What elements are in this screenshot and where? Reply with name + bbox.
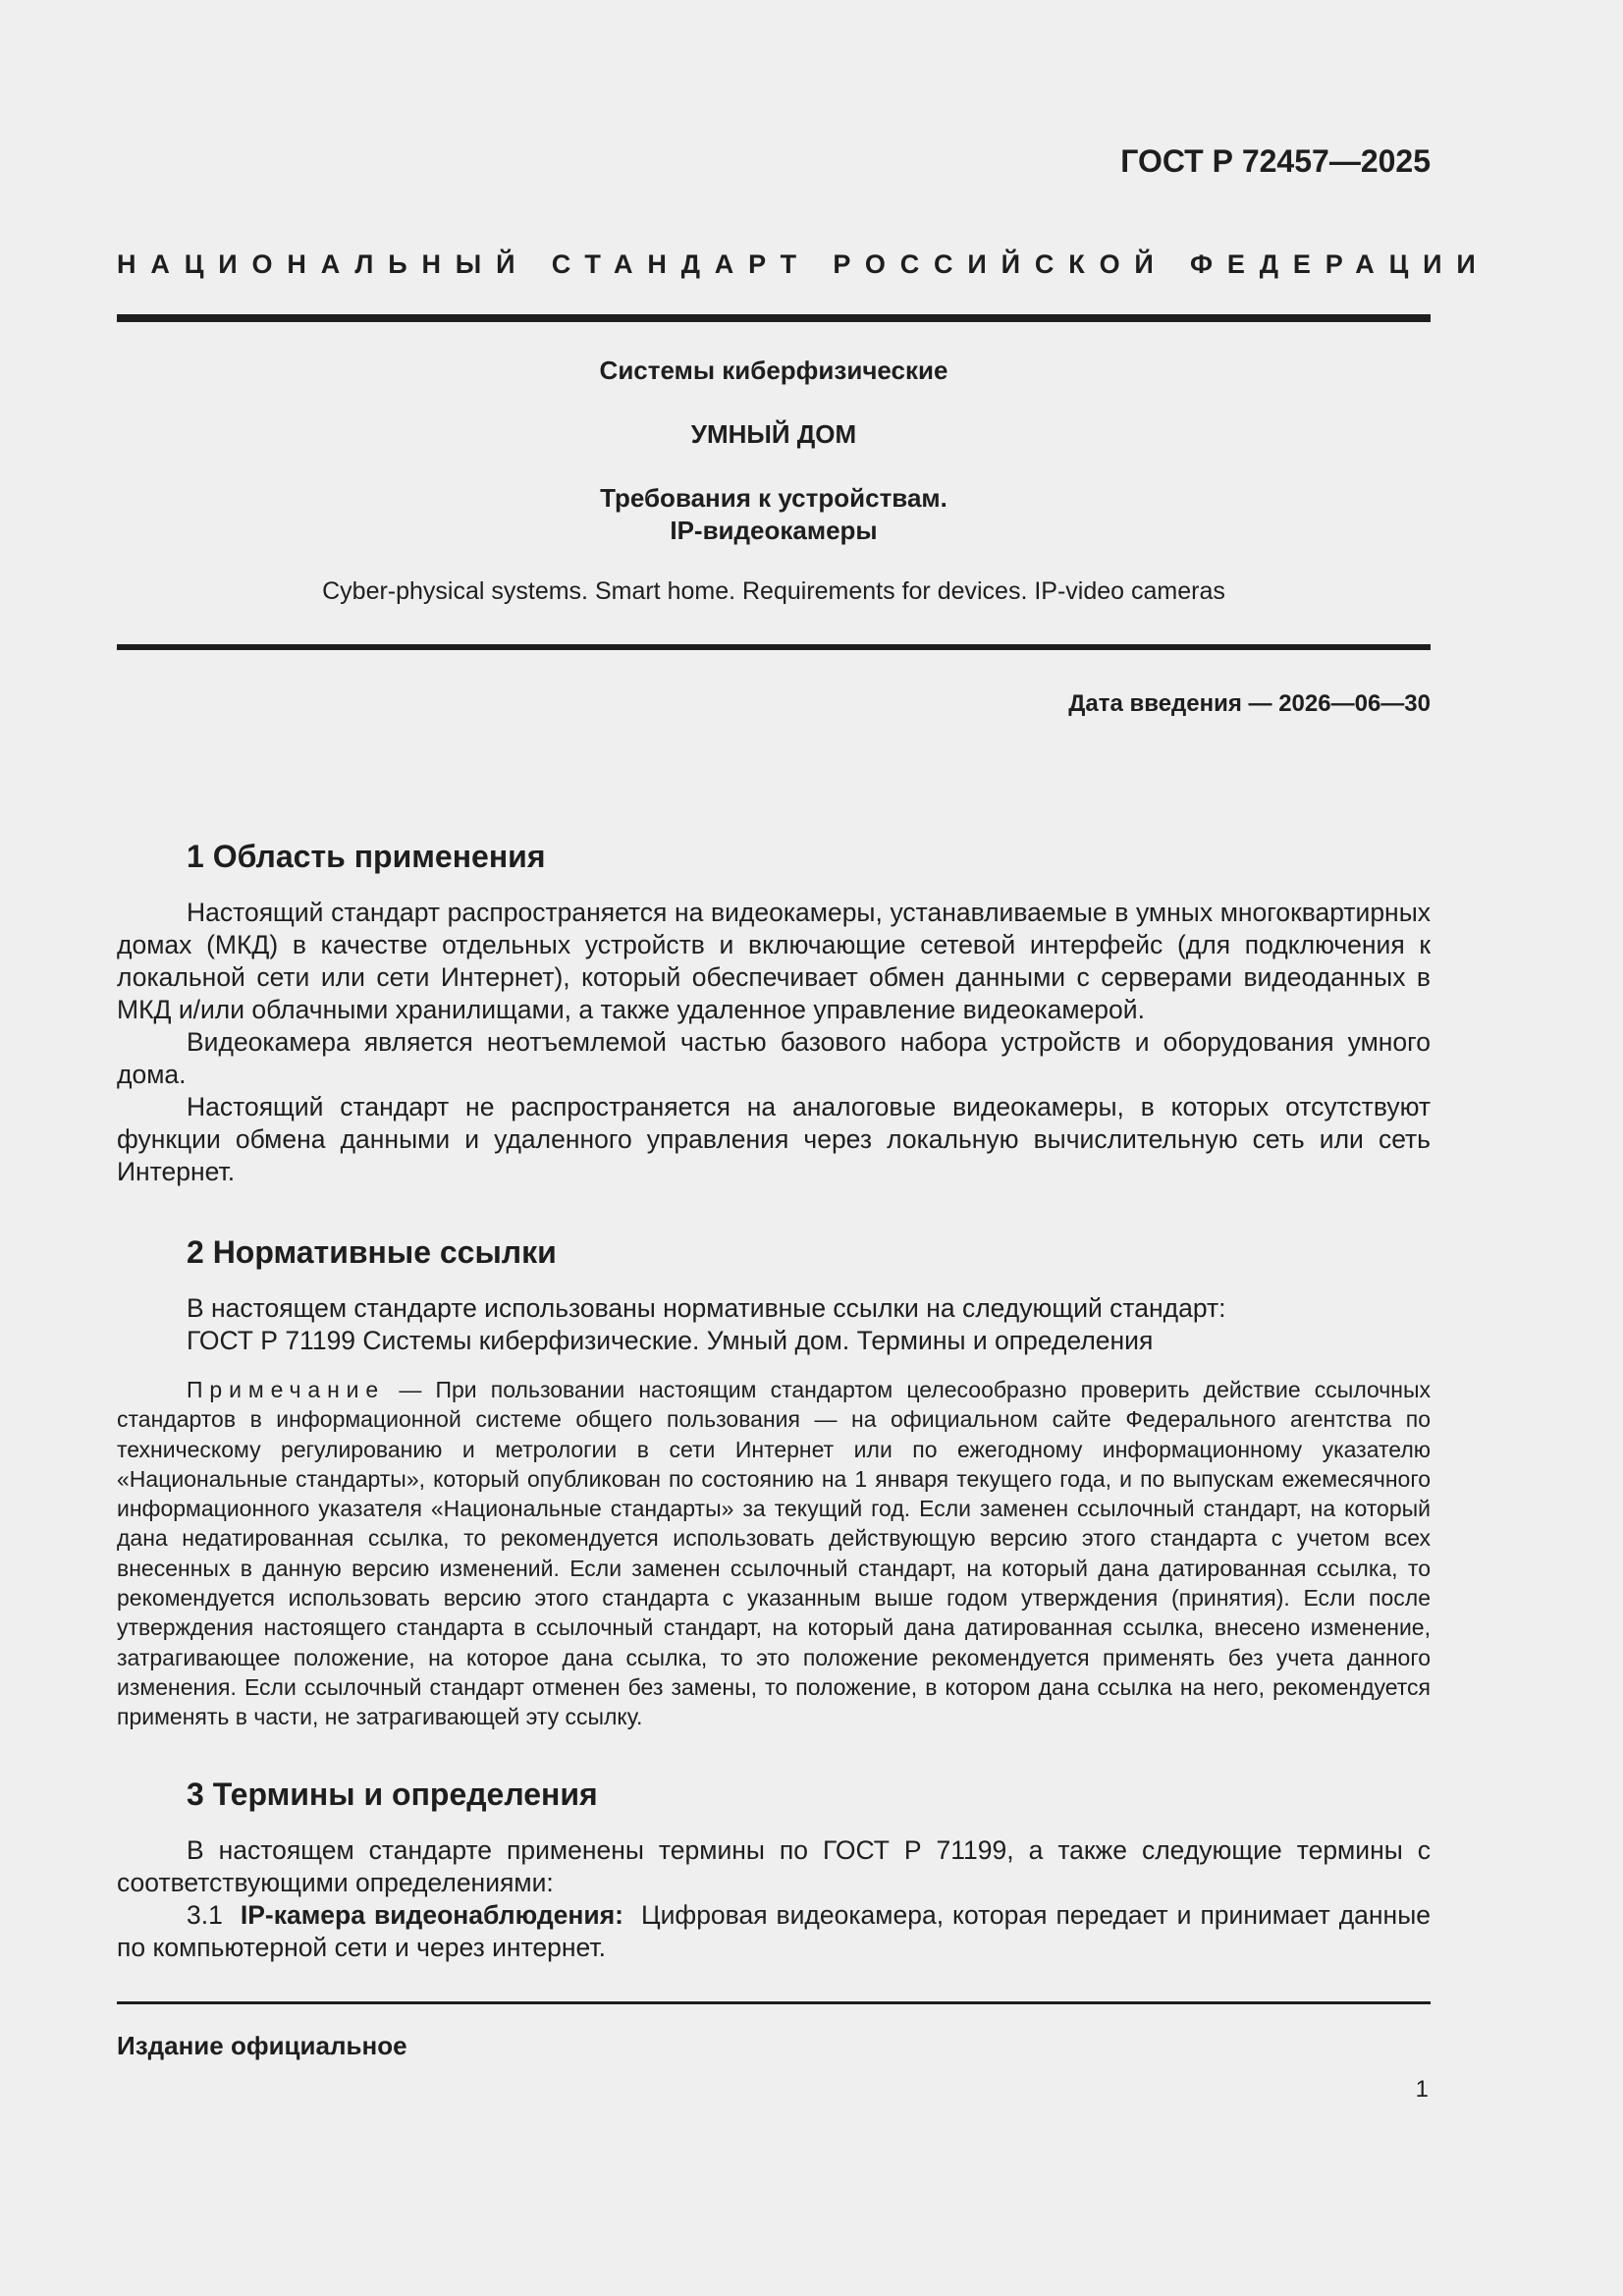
introduction-date: Дата введения — 2026—06—30: [1068, 690, 1431, 717]
section-3-heading: 3 Термины и определения: [187, 1777, 598, 1812]
section-3-body: [117, 1834, 1431, 1964]
standard-number: ГОСТ Р 72457—2025: [1120, 143, 1431, 179]
note-text: — При пользовании настоящим стандартом целесообразно проверить действие ссылочных стандартов в информационной системе общего пользования — на официальном сайте Федерального агентства по техническому регулированию и метрологии в сети Интернет или по ежегодному информационному указателю «Национальные стандарты», который опубликован по состоянию на 1 января текущего года, и по выпускам ежемесячного информационного указателя «Национальные стандарты» за текущий год. Если заменен ссылочный стандарт, на который дана недатированная ссылка, то рекомендуется использовать действующую версию этого стандарта с учетом всех внесенных в данную версию изменений. Если заменен ссылочный стандарт, на который дана датированная ссылка, то рекомендуется использовать версию этого стандарта с указанным выше годом утверждения (принятия). Если после утверждения настоящего стандарта в ссылочный стандарт, на который дана датированная ссылка, внесено изменение, затрагивающее положение, на которое дана ссылка, то это положение рекомендуется применять без учета данного изменения. Если ссылочный стандарт отменен без замены, то положение, в котором дана ссылка на него, рекомендуется применять в части, не затрагивающей эту ссылку.: [117, 1377, 1432, 1730]
section-1-paragraph-3: Настоящий стандарт не распространяется на аналоговые видеокамеры, в которых отсутствуют функции обмена данными и удаленного управления через локальную вычислительную сеть или сеть Интернет.: [117, 1092, 1431, 1186]
section-1-body: [117, 897, 1431, 1188]
title-english: Cyber-physical systems. Smart home. Requirements for devices. IP-video cameras: [322, 577, 1225, 605]
top-rule: [117, 314, 1431, 322]
footer-rule: [117, 2001, 1431, 2004]
title-line-4: IP-видеокамеры: [670, 516, 878, 545]
title-line-1: Системы киберфизические: [599, 355, 948, 385]
title-bottom-rule: [117, 644, 1431, 650]
section-1-heading: 1 Область применения: [187, 839, 546, 874]
section-2-paragraph-1: В настоящем стандарте использованы нормативные ссылки на следующий стандарт:: [187, 1293, 1226, 1323]
title-line-3: Требования к устройствам.: [600, 483, 947, 513]
term-3-1: [117, 1899, 1431, 1964]
page-number: 1: [1415, 2076, 1429, 2103]
term-name: IP-камера видеонаблюдения:: [240, 1900, 623, 1930]
title-line-2: УМНЫЙ ДОМ: [690, 419, 857, 449]
term-definition: Цифровая видеокамера, которая передает и принимает данные по компьютерной сети и через интернет.: [117, 1900, 1431, 1962]
term-number: 3.1: [187, 1900, 223, 1930]
section-3-paragraph-1: В настоящем стандарте применены термины по ГОСТ Р 71199, а также следующие термины с соответствующими определениями:: [117, 1835, 1431, 1897]
note-label: Примечание: [187, 1377, 386, 1402]
section-2-reference: ГОСТ Р 71199 Системы киберфизические. Умный дом. Термины и определения: [187, 1326, 1154, 1355]
section-1-paragraph-2: Видеокамера является неотъемлемой частью базового набора устройств и оборудования умного дома.: [117, 1027, 1431, 1089]
national-standard-banner: НАЦИОНАЛЬНЫЙ СТАНДАРТ РОССИЙСКОЙ ФЕДЕРАЦИИ: [117, 249, 1490, 279]
section-2-note: [117, 1375, 1431, 1732]
section-1-paragraph-1: Настоящий стандарт распространяется на видеокамеры, устанавливаемые в умных многоквартирных домах (МКД) в качестве отдельных устройств и включающие сетевой интерфейс (для подключения к локальной сети или сети Интернет), который обеспечивает обмен данными с серверами видеоданных в МКД и/или облачными хранилищами, а также удаленное управление видеокамерой.: [117, 898, 1431, 1024]
section-2-body: [117, 1292, 1431, 1357]
edition-label: Издание официальное: [117, 2031, 407, 2060]
section-2-heading: 2 Нормативные ссылки: [187, 1234, 557, 1270]
